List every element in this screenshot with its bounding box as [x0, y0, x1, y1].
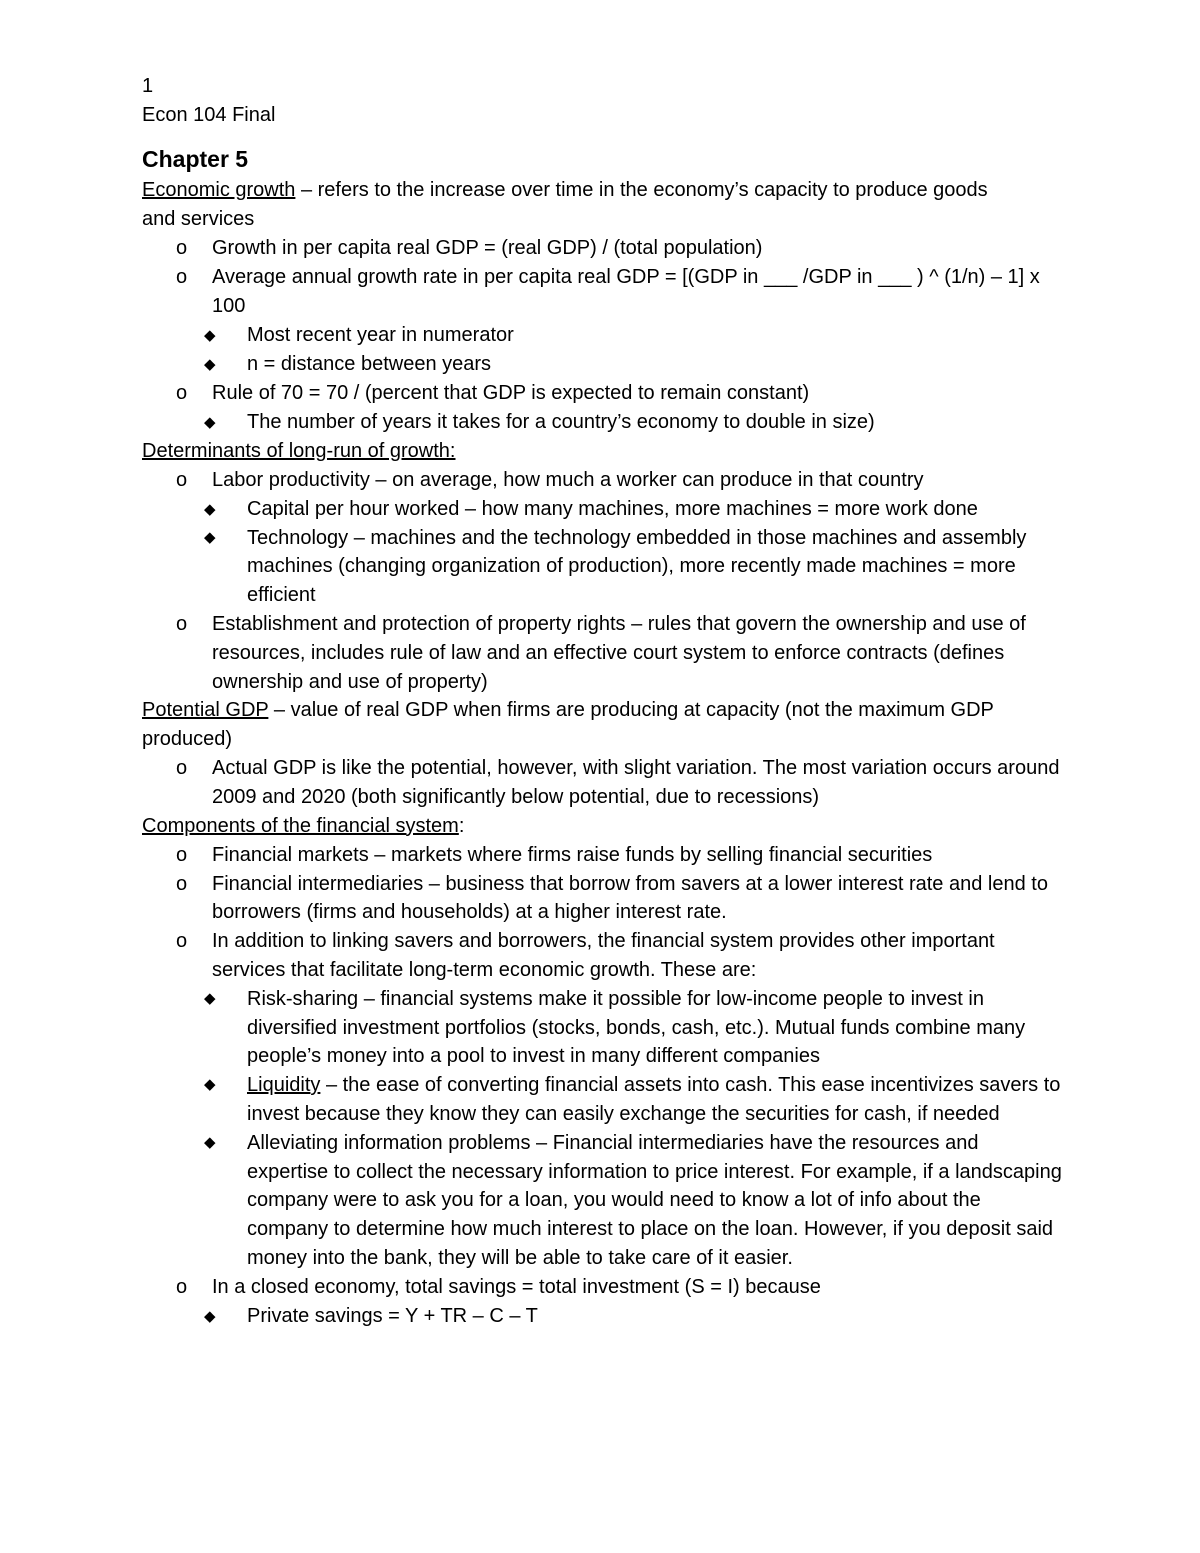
circle-bullet-icon: o [176, 237, 188, 259]
diamond-bullet-icon: ◆ [204, 528, 216, 546]
financial-system-heading-colon: : [458, 814, 465, 837]
diamond-bullet-icon: ◆ [204, 1076, 216, 1094]
circle-bullet-icon: o [176, 266, 188, 288]
potential-gdp-definition [142, 696, 1062, 754]
list-item [142, 927, 1062, 985]
circle-bullet-icon: o [176, 843, 188, 866]
potential-gdp-text: – value of real GDP when firms are producing at capacity (not the maximum GDP produced) [142, 699, 994, 751]
sub-list-item-text: n = distance between years [247, 352, 492, 375]
sub-list-item [142, 985, 1062, 1071]
sub-list-item-text: Capital per hour worked – how many machines, more machines = more work done [247, 497, 978, 520]
diamond-bullet-icon: ◆ [204, 1307, 216, 1325]
sub-list-item-text: – the ease of converting financial assets into cash. This ease incentivizes savers to invest because they know they can easily exchange the securities for cash, if needed [247, 1074, 1061, 1125]
diamond-bullet-icon: ◆ [204, 326, 216, 344]
list-item [142, 754, 1062, 812]
sub-list-item-text: The number of years it takes for a country’s economy to double in size) [247, 410, 875, 433]
diamond-bullet-icon: ◆ [204, 989, 216, 1007]
sub-list-item [142, 495, 1062, 524]
list-item [142, 870, 1062, 928]
list-item [142, 1273, 1062, 1302]
circle-bullet-icon: o [176, 756, 188, 779]
list-item-text: Actual GDP is like the potential, however, with slight variation. The most variation occurs around 2009 and 2020 (both significantly below potential, due to recessions) [212, 756, 1060, 808]
list-item [142, 466, 1062, 495]
list-item-text: Labor productivity – on average, how much a worker can produce in that country [212, 468, 924, 491]
determinants-heading: Determinants of long-run of growth: [142, 439, 456, 462]
list-item-text: In a closed economy, total savings = total investment (S = I) because [212, 1275, 821, 1298]
sub-list-item [142, 1071, 1062, 1129]
circle-bullet-icon: o [176, 381, 188, 404]
list-item [142, 263, 1062, 321]
document-title: Econ 104 Final [142, 104, 276, 126]
sub-list-item-text: Technology – machines and the technology embedded in those machines and assembly machines (changing organization of production), more recently made machines = more efficient [247, 526, 1027, 607]
diamond-bullet-icon: ◆ [204, 500, 216, 518]
list-item-text: Financial markets – markets where firms raise funds by selling financial securities [212, 843, 933, 866]
list-item-text: Financial intermediaries – business that borrow from savers at a lower interest rate and lend to borrowers (firms and households) at a higher interest rate. [212, 872, 1048, 924]
list-item-text: Average annual growth rate in per capita real GDP = [(GDP in ___ /GDP in ___ ) ^ (1/n) – 1] x 100 [212, 266, 1040, 317]
list-item-text: Rule of 70 = 70 / (percent that GDP is expected to remain constant) [212, 381, 810, 404]
circle-bullet-icon: o [176, 930, 188, 953]
circle-bullet-icon: o [176, 872, 188, 895]
diamond-bullet-icon: ◆ [204, 355, 216, 373]
sub-list-item [142, 321, 1062, 350]
economic-growth-term: Economic growth [142, 179, 296, 201]
sub-list-item [142, 408, 1062, 437]
circle-bullet-icon: o [176, 468, 188, 491]
sub-list-item [142, 1129, 1062, 1273]
page-number: 1 [142, 75, 154, 97]
list-item [142, 234, 1062, 263]
sub-list-item [142, 1302, 1062, 1331]
diamond-bullet-icon: ◆ [204, 413, 216, 431]
chapter-heading: Chapter 5 [142, 146, 249, 172]
economic-growth-definition-cont: and services [142, 208, 255, 230]
sub-list-item-text: Alleviating information problems – Financial intermediaries have the resources and expertise to collect the necessary information to price interest. For example, if a landscaping company were to ask you for a loan, you would need to know a lot of info about the company to determine how much interest to place on the loan. However, if you deposit said money into the bank, they will be able to take care of it easier. [247, 1131, 1062, 1269]
potential-gdp-term: Potential GDP [142, 699, 269, 722]
diamond-bullet-icon: ◆ [204, 1133, 216, 1151]
notes-body [142, 176, 1062, 1331]
sub-list-item-text: Most recent year in numerator [247, 323, 514, 346]
list-item-text: Establishment and protection of property rights – rules that govern the ownership and use of resources, includes rule of law and an effective court system to enforce contracts (defines ownership and use of property) [212, 612, 1026, 693]
list-item [142, 379, 1062, 408]
economic-growth-text: – refers to the increase over time in the economy’s capacity to produce goods [295, 179, 988, 201]
financial-system-heading-text: Components of the financial system [142, 814, 459, 837]
list-item [142, 610, 1062, 696]
list-item-text: Growth in per capita real GDP = (real GDP) / (total population) [212, 237, 763, 259]
sub-list-item [142, 524, 1062, 610]
circle-bullet-icon: o [176, 612, 188, 635]
sub-list-item [142, 350, 1062, 379]
list-item [142, 841, 1062, 870]
circle-bullet-icon: o [176, 1275, 188, 1298]
sub-list-item-text: Risk-sharing – financial systems make it possible for low-income people to invest in diversified investment portfolios (stocks, bonds, cash, etc.). Mutual funds combine many people’s money into a pool to invest in many different companies [247, 987, 1026, 1068]
sub-list-item-text: Private savings = Y + TR – C – T [247, 1304, 538, 1327]
list-item-text: In addition to linking savers and borrowers, the financial system provides other important services that facilitate long-term economic growth. These are: [212, 930, 995, 981]
economic-growth-definition [142, 176, 1062, 205]
liquidity-term: Liquidity [247, 1074, 321, 1097]
financial-system-heading [142, 812, 1062, 841]
